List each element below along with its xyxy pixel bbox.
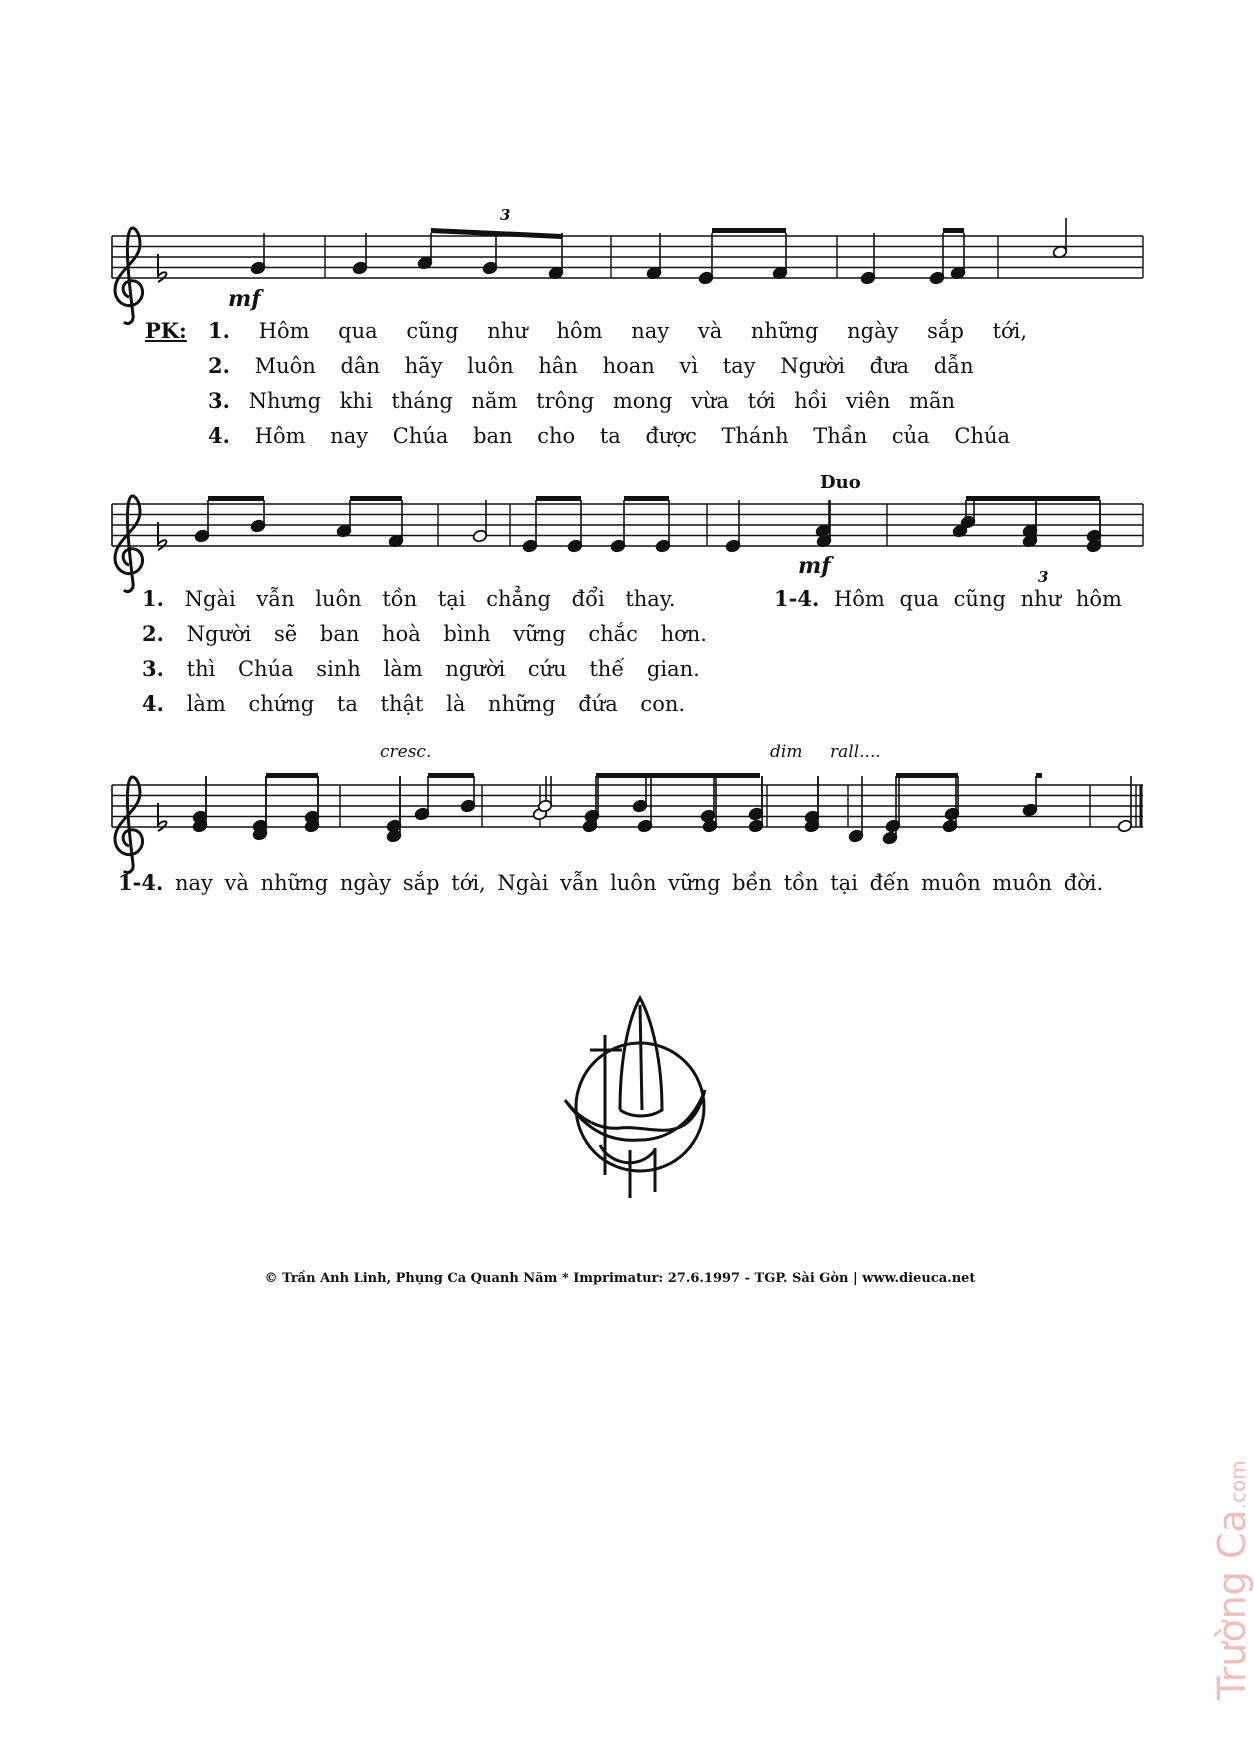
note-icon <box>632 776 648 813</box>
note-icon <box>414 776 430 821</box>
note-icon <box>815 500 831 538</box>
note-icon <box>804 776 820 824</box>
beam <box>350 496 402 501</box>
note-icon <box>472 500 488 543</box>
lyric-line: 1-4. nay và những ngày sắp tới, Ngài vẫn luôn vững bền tồn tại đến muôn muôn đời. <box>118 870 1104 895</box>
duo-marking: Duo <box>820 472 861 493</box>
cresc-marking: cresc. <box>380 742 432 762</box>
treble-clef-icon <box>115 228 143 324</box>
note-icon <box>522 500 538 553</box>
praying-hands-dove-cross-emblem <box>565 998 705 1198</box>
note-icon <box>250 233 266 275</box>
beam <box>596 773 760 778</box>
note-icon <box>584 776 600 823</box>
beam <box>266 773 318 778</box>
lyric-line: 4. Hôm nay Chúa ban cho ta được Thánh Thần của Chúa <box>208 423 1011 448</box>
note-icon <box>700 776 716 823</box>
chorus-lead: 1-4. Hôm qua cũng như hôm <box>774 586 1122 611</box>
note-icon <box>482 233 498 275</box>
note-icon <box>194 500 210 543</box>
note-icon <box>698 233 714 285</box>
beam <box>966 496 1100 501</box>
note-icon <box>352 233 368 275</box>
beam <box>208 496 264 501</box>
note-icon <box>250 500 266 533</box>
beam <box>624 496 669 501</box>
lyric-line: 3. thì Chúa sinh làm người cứu thế gian. <box>142 656 700 681</box>
beam <box>896 773 958 778</box>
lyric-line: 2. Người sẽ ban hoà bình vững chắc hơn. <box>142 621 707 646</box>
lyric-line: 1. Ngài vẫn luôn tồn tại chẳng đổi thay. <box>142 586 676 611</box>
note-icon <box>1052 218 1068 259</box>
note-icon <box>1022 500 1038 548</box>
beam <box>536 496 581 501</box>
note-icon <box>388 500 404 548</box>
dynamic-mf: mf <box>798 553 831 579</box>
note-icon <box>748 776 764 821</box>
staff <box>112 504 1143 546</box>
note-icon <box>929 233 945 285</box>
dim-marking: dim <box>770 742 803 762</box>
treble-clef-icon <box>115 777 143 873</box>
staff <box>112 236 1143 278</box>
beam <box>943 228 964 233</box>
lyric-line: 1. Hôm qua cũng như hôm nay và những ngày sắp tới, <box>208 318 1028 343</box>
verse-label: PK: <box>145 318 187 343</box>
dynamic-mf: mf <box>228 286 261 312</box>
note-icon <box>610 500 626 553</box>
note-icon <box>725 500 741 553</box>
note-icon <box>944 776 960 821</box>
triplet-marker: 3 <box>1038 568 1049 586</box>
lyric-line: 3. Nhưng khi tháng năm trông mong vừa tới hồi viên mãn <box>208 388 956 413</box>
note-icon <box>860 233 876 285</box>
note-icon <box>1022 776 1038 817</box>
note-icon <box>192 776 208 824</box>
beam <box>712 228 786 233</box>
note-icon <box>304 776 320 824</box>
note-icon <box>460 776 476 813</box>
beam <box>428 773 474 778</box>
note-icon <box>336 500 352 538</box>
note-icon <box>655 500 671 553</box>
note-icon <box>848 776 864 843</box>
lyric-line: 2. Muôn dân hãy luôn hân hoan vì tay Người đưa dẫn <box>208 353 974 378</box>
lyric-line: 4. làm chứng ta thật là những đứa con. <box>142 691 686 716</box>
note-icon <box>882 776 898 845</box>
note-icon <box>417 233 433 270</box>
note-icon <box>1086 500 1102 553</box>
copyright-footer: © Trần Anh Linh, Phụng Ca Quanh Năm * Imprimatur: 27.6.1997 - TGP. Sài Gòn | www.dieuca.net <box>264 1271 976 1286</box>
rall-marking: rall.... <box>830 742 881 762</box>
watermark: Trường Ca.com <box>1210 1460 1254 1700</box>
triplet-marker: 3 <box>500 206 511 224</box>
note-icon <box>567 500 583 553</box>
note-icon <box>816 500 832 548</box>
beam <box>1036 773 1042 778</box>
treble-clef-icon <box>115 496 143 592</box>
